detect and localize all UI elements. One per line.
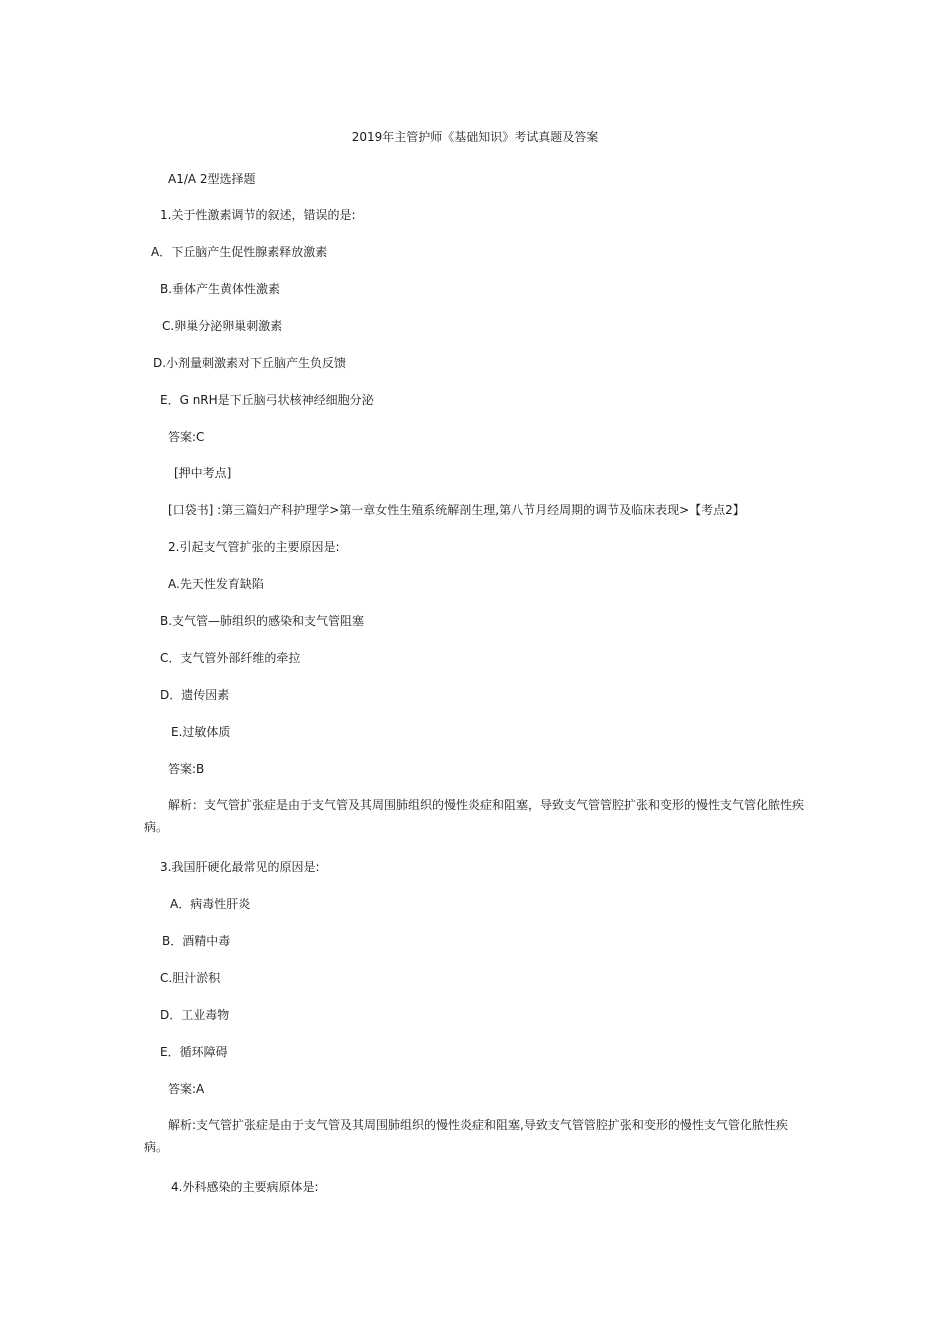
- q3-answer: 答案:A: [168, 1082, 205, 1096]
- q2-analysis: 解析：支气管扩张症是由于支气管及其周围肺组织的慢性炎症和阻塞，导致支气管管腔扩张和变形的慢性支气管化脓性疾病。: [144, 798, 805, 834]
- q1-note: [押中考点]: [174, 466, 232, 480]
- q3-option-a: A．病毒性肝炎: [170, 897, 251, 911]
- q2-option-c: C．支气管外部纤维的牵拉: [160, 651, 301, 665]
- q3-option-e: E．循环障碍: [160, 1045, 228, 1059]
- q2-option-a: A.先天性发育缺陷: [168, 577, 264, 591]
- q1-stem: 1.关于性激素调节的叙述，错误的是:: [160, 208, 356, 222]
- q3-option-b: B．酒精中毒: [162, 934, 231, 948]
- q3-option-d: D．工业毒物: [160, 1008, 230, 1022]
- q2-stem: 2.引起支气管扩张的主要原因是:: [168, 540, 340, 554]
- q4-stem: 4.外科感染的主要病原体是:: [171, 1180, 319, 1194]
- q2-option-e: E.过敏体质: [171, 725, 231, 739]
- q1-option-e: E．G nRH是下丘脑弓状核神经细胞分泌: [160, 393, 374, 407]
- q1-option-b: B.垂体产生黄体性激素: [160, 282, 281, 296]
- q2-option-d: D．遗传因素: [160, 688, 230, 702]
- q3-option-c: C.胆汁淤积: [160, 971, 221, 985]
- q1-answer: 答案:C: [168, 430, 205, 444]
- q2-answer: 答案:B: [168, 762, 205, 776]
- q2-option-b: B.支气管—肺组织的感染和支气管阻塞: [160, 614, 365, 628]
- section-heading: A1/A 2型选择题: [168, 172, 256, 186]
- q1-option-d: D.小剂量刺激素对下丘脑产生负反馈: [153, 356, 347, 370]
- q1-option-c: C.卵巢分泌卵巢刺激素: [162, 319, 283, 333]
- q1-reference: [口袋书] :第三篇妇产科护理学>第一章女性生殖系统解剖生理,第八节月经周期的调节及临床表现>【考点2】: [168, 503, 745, 517]
- q3-analysis: 解析:支气管扩张症是由于支气管及其周围肺组织的慢性炎症和阻塞,导致支气管管腔扩张和变形的慢性支气管化脓性疾病。: [144, 1118, 788, 1154]
- q3-stem: 3.我国肝硬化最常见的原因是:: [160, 860, 320, 874]
- q1-option-a: A．下丘脑产生促性腺素释放激素: [151, 245, 328, 259]
- document-title: 2019年主管护师《基础知识》考试真题及答案: [351, 130, 599, 144]
